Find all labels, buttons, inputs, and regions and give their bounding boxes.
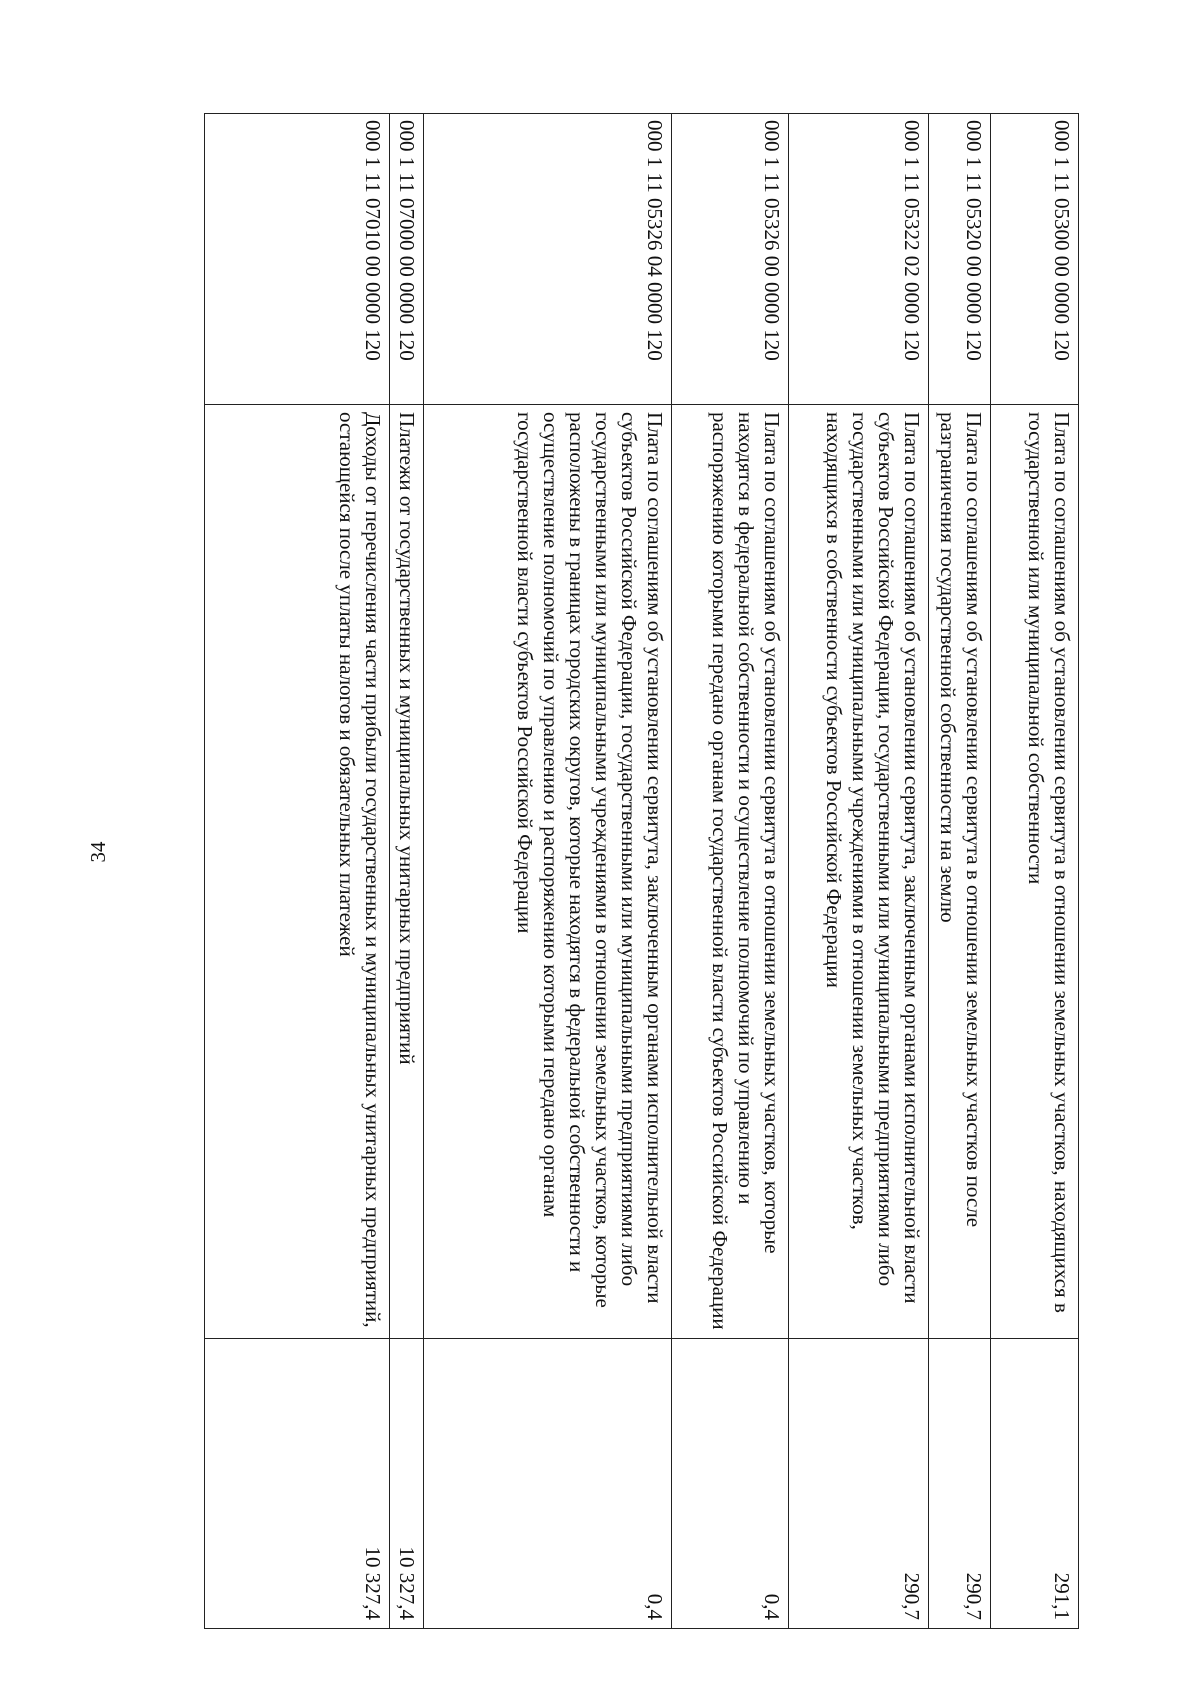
revenue-code-cell: 000 1 11 05326 00 0000 120 bbox=[672, 114, 789, 405]
revenue-amount-cell: 10 327,4 bbox=[390, 1339, 424, 1629]
revenue-amount-cell: 0,4 bbox=[672, 1339, 789, 1629]
revenue-description-cell: Плата по соглашениям об установлении сервитута в отношении земельных участков, которые находятся в федеральной собственности и осуществление полномочий по управлению и распоряжению которыми передано органам государственной власти субъектов Российской Федерации bbox=[672, 405, 789, 1339]
revenue-code-cell: 000 1 11 05322 02 0000 120 bbox=[789, 114, 929, 405]
revenue-description-cell: Плата по соглашениям об установлении сервитута, заключенным органами исполнительной власти субъектов Российской Федерации, государственными или муниципальными предприятиями либо государственными или муниципальными учреждениями в отношении земельных участков, находящихся в собственности субъектов Российской Федерации bbox=[789, 405, 929, 1339]
table-container bbox=[205, 113, 1079, 1628]
revenue-description-cell: Плата по соглашениям об установлении сервитута, заключенным органами исполнительной власти субъектов Российской Федерации, государственными или муниципальными предприятиями либо государственными или муниципальными учреждениями в отношении земельных участков, которые расположены в границах городских округов, которые находятся в федеральной собственности и осуществление полномочий по управлению и распоряжению которыми передано органам государственной власти субъектов Российской Федерации bbox=[424, 405, 672, 1339]
table-row bbox=[991, 114, 1079, 1629]
table-row bbox=[424, 114, 672, 1629]
revenue-code-cell: 000 1 11 05300 00 0000 120 bbox=[991, 114, 1079, 405]
revenue-amount-cell: 0,4 bbox=[424, 1339, 672, 1629]
budget-revenue-table bbox=[204, 113, 1079, 1629]
table-row bbox=[205, 114, 390, 1629]
table-row bbox=[789, 114, 929, 1629]
rotated-table-frame bbox=[205, 113, 1079, 1628]
revenue-code-cell: 000 1 11 07000 00 0000 120 bbox=[390, 114, 424, 405]
table-row bbox=[390, 114, 424, 1629]
revenue-description-cell: Платежи от государственных и муниципальных унитарных предприятий bbox=[390, 405, 424, 1339]
revenue-amount-cell: 291,1 bbox=[991, 1339, 1079, 1629]
revenue-description-cell: Плата по соглашениям об установлении сервитута в отношении земельных участков после разграничения государственной собственности на землю bbox=[929, 405, 991, 1339]
revenue-amount-cell: 290,7 bbox=[789, 1339, 929, 1629]
revenue-amount-cell: 10 327,4 bbox=[205, 1339, 390, 1629]
revenue-code-cell: 000 1 11 05320 00 0000 120 bbox=[929, 114, 991, 405]
revenue-amount-cell: 290,7 bbox=[929, 1339, 991, 1629]
revenue-code-cell: 000 1 11 05326 04 0000 120 bbox=[424, 114, 672, 405]
page-number: 34 bbox=[86, 841, 110, 863]
revenue-description-cell: Доходы от перечисления части прибыли государственных и муниципальных унитарных предприятий, остающейся после уплаты налогов и обязательных платежей bbox=[205, 405, 390, 1339]
revenue-description-cell: Плата по соглашениям об установлении сервитута в отношении земельных участков, находящихся в государственной или муниципальной собственности bbox=[991, 405, 1079, 1339]
table-row bbox=[672, 114, 789, 1629]
table-row bbox=[929, 114, 991, 1629]
revenue-code-cell: 000 1 11 07010 00 0000 120 bbox=[205, 114, 390, 405]
